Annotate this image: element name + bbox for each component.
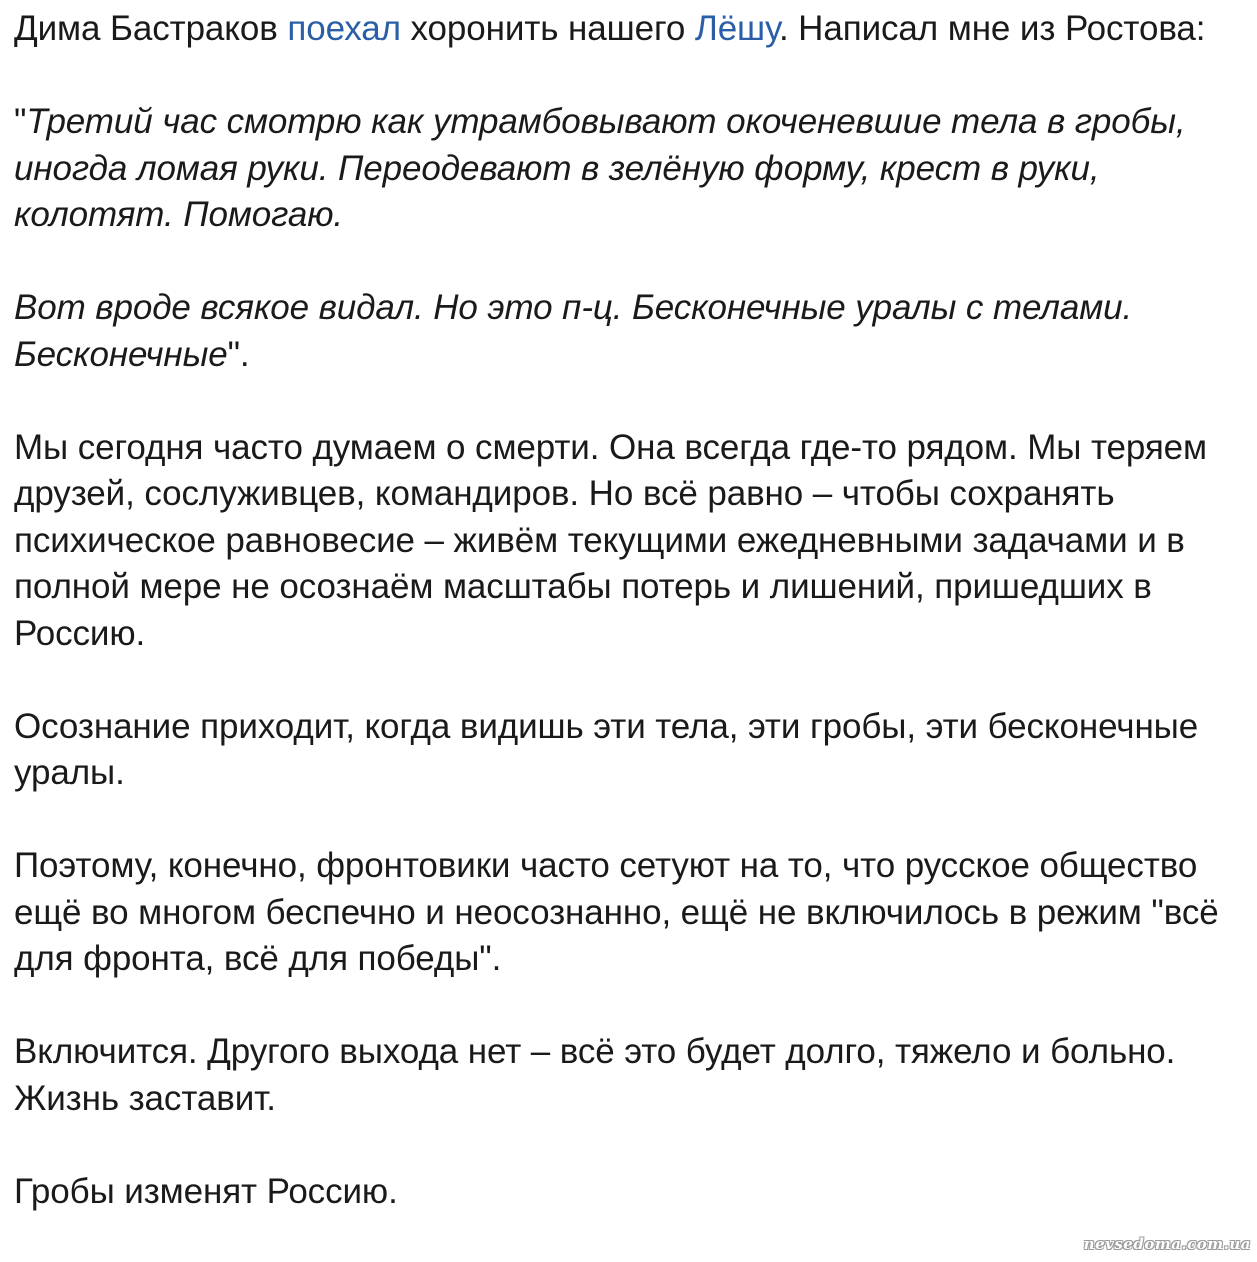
intro-text-start: Дима Бастраков — [14, 9, 288, 48]
close-quote-mark: ". — [227, 334, 250, 374]
paragraph-4: Мы сегодня часто думаем о смерти. Она всегда где-то рядом. Мы теряем друзей, сослуживцев, командиров. Но всё равно – чтобы сохранять психическое равновесие – живём текущими ежедневными задачами и в полной мере не осознаём масштабы потерь и лишений, пришедших в Россию. — [14, 427, 1207, 653]
paragraph-quote-2 — [14, 285, 1254, 378]
quote-text-1: Третий час смотрю как утрамбовывают окоченевшие тела в гробы, иногда ломая руки. Переодевают в зелёную форму, крест в руки, колотят. Помогаю. — [14, 102, 1186, 234]
link-leshu[interactable]: Лёшу — [694, 9, 779, 48]
watermark: nevsedoma.com.ua — [1083, 1235, 1251, 1253]
post-body — [14, 6, 1254, 1262]
paragraph-quote-1 — [14, 99, 1254, 239]
intro-text-middle: хоронить нашего — [400, 9, 695, 48]
quote-text-2: Вот вроде всякое видал. Но это п-ц. Бесконечные уралы с телами. Бесконечные — [14, 288, 1133, 374]
paragraph-7: Включится. Другого выхода нет – всё это будет долго, тяжело и больно. Жизнь заставит. — [14, 1032, 1176, 1118]
intro-text-end: . Написал мне из Ростова: — [778, 9, 1206, 48]
paragraph-8: Гробы изменят Россию. — [14, 1171, 398, 1211]
open-quote-mark: " — [14, 102, 27, 141]
link-poekhal[interactable]: поехал — [287, 9, 401, 48]
paragraph-6: Поэтому, конечно, фронтовики часто сетуют на то, что русское общество ещё во многом беспечно и неосознанно, ещё не включилось в режим "всё для фронта, всё для победы". — [14, 846, 1219, 978]
paragraph-5: Осознание приходит, когда видишь эти тела, эти гробы, эти бесконечные уралы. — [14, 706, 1199, 792]
paragraph-intro — [14, 6, 1254, 53]
